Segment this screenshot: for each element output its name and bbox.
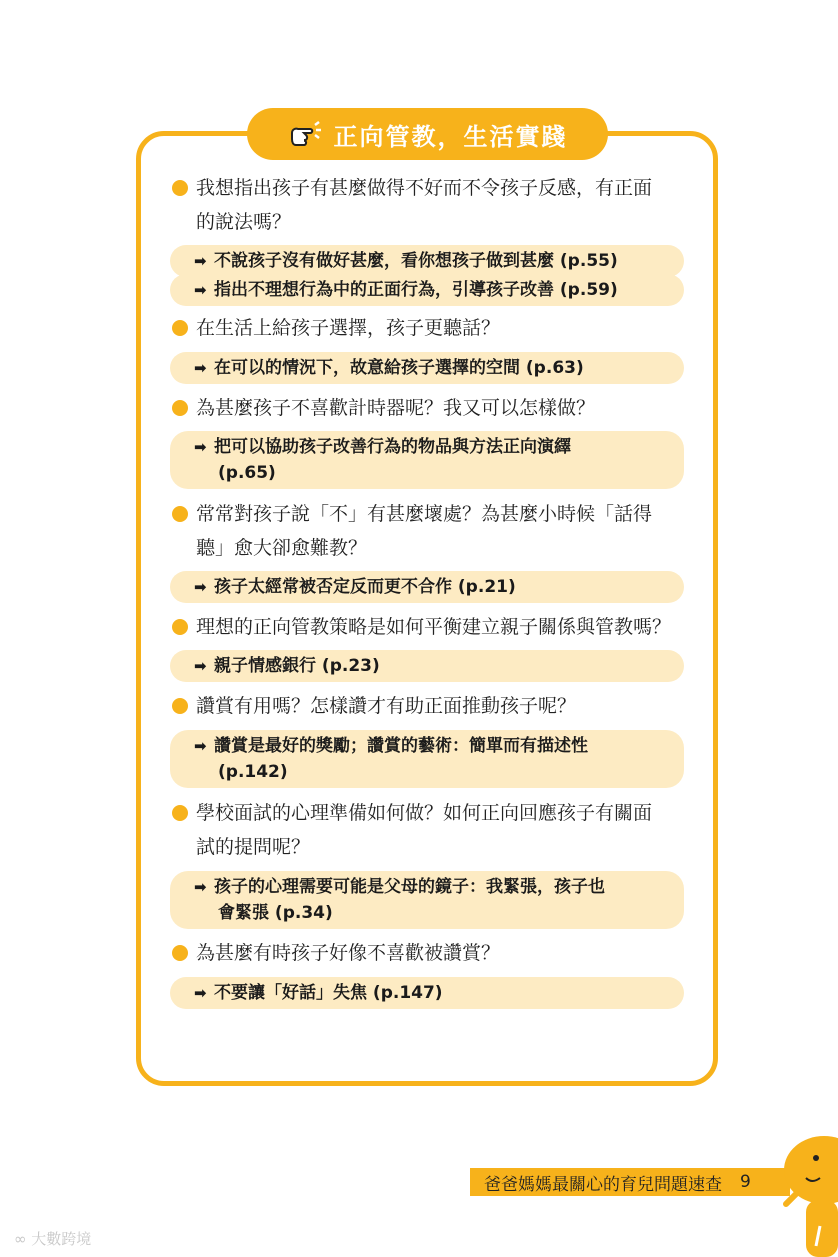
- footer-bar: [470, 1168, 790, 1196]
- bullet-dot: [172, 945, 188, 961]
- question-text: [196, 171, 696, 239]
- watermark-logo-icon: ∞: [14, 1230, 32, 1248]
- arrow-right-icon: ➡: [194, 252, 207, 270]
- arrow-right-icon: ➡: [194, 359, 207, 377]
- question-text: [196, 689, 696, 723]
- section-title-banner: [247, 108, 608, 160]
- question-line: 的說法嗎？: [196, 211, 292, 233]
- question-line: 理想的正向管教策略是如何平衡建立親子關係與管教嗎？: [196, 616, 672, 638]
- answer-line: [194, 874, 664, 900]
- answer-text: (p.142): [218, 762, 288, 782]
- bullet-dot: [172, 180, 188, 196]
- answer-text: 親子情感銀行 (p.23): [214, 656, 380, 676]
- answer-box: [170, 274, 684, 306]
- answer-box: [170, 431, 684, 489]
- question-text: [196, 796, 696, 864]
- question-line: 為甚麼有時孩子好像不喜歡被讚賞？: [196, 942, 501, 964]
- answer-box: [170, 730, 684, 788]
- watermark: [14, 1228, 91, 1249]
- answer-line: [194, 733, 664, 759]
- bullet-dot: [172, 805, 188, 821]
- answer-box: [170, 571, 684, 603]
- question-line: 學校面試的心理準備如何做？如何正向回應孩子有關面: [196, 802, 653, 824]
- bullet-dot: [172, 506, 188, 522]
- answer-line: [194, 653, 664, 679]
- question-text: [196, 391, 696, 425]
- section-title: 正向管教，生活實踐: [333, 122, 568, 151]
- answer-box: [170, 245, 684, 277]
- answer-line: [194, 248, 664, 274]
- question-text: [196, 497, 696, 565]
- bullet-dot: [172, 698, 188, 714]
- answer-text: 孩子的心理需要可能是父母的鏡子：我緊張，孩子也: [214, 877, 605, 897]
- bullet-dot: [172, 619, 188, 635]
- answer-line: [194, 980, 664, 1006]
- book-title: 爸爸媽媽最關心的育兒問題速查: [484, 1174, 722, 1195]
- answer-text: 指出不理想行為中的正面行為，引導孩子改善 (p.59): [214, 280, 618, 300]
- watermark-text: 大數跨境: [31, 1230, 92, 1248]
- question-line: 我想指出孩子有甚麼做得不好而不令孩子反感，有正面: [196, 177, 653, 199]
- answer-text: 在可以的情況下，故意給孩子選擇的空間 (p.63): [214, 358, 584, 378]
- answer-box: [170, 977, 684, 1009]
- question-line: 試的提問呢？: [196, 836, 311, 858]
- question-text: [196, 936, 696, 970]
- answer-text: (p.65): [218, 463, 276, 483]
- answer-text: 把可以協助孩子改善行為的物品與方法正向演繹: [214, 437, 571, 457]
- answer-box: [170, 352, 684, 384]
- answer-box: [170, 871, 684, 929]
- page-number: 9: [740, 1172, 751, 1192]
- question-line: 讚賞有用嗎？怎樣讚才有助正面推動孩子呢？: [196, 695, 577, 717]
- answer-text: 孩子太經常被否定反而更不合作 (p.21): [214, 577, 516, 597]
- answer-box: [170, 650, 684, 682]
- question-text: [196, 610, 696, 644]
- arrow-right-icon: ➡: [194, 578, 207, 596]
- question-line: 聽」愈大卻愈難教？: [196, 537, 368, 559]
- arrow-right-icon: ➡: [194, 438, 207, 456]
- answer-text: 不要讓「好話」失焦 (p.147): [214, 983, 443, 1003]
- answer-text: 不說孩子沒有做好甚麼，看你想孩子做到甚麼 (p.55): [214, 251, 618, 271]
- pointing-hand-icon: [288, 119, 322, 149]
- arrow-right-icon: ➡: [194, 984, 207, 1002]
- answer-line: [194, 277, 664, 303]
- answer-text: 讚賞是最好的獎勵；讚賞的藝術：簡單而有描述性: [214, 736, 588, 756]
- answer-line: [194, 574, 664, 600]
- answer-text: 會緊張 (p.34): [218, 903, 333, 923]
- arrow-right-icon: ➡: [194, 657, 207, 675]
- arrow-right-icon: ➡: [194, 281, 207, 299]
- arrow-right-icon: ➡: [194, 737, 207, 755]
- question-text: [196, 311, 696, 345]
- arrow-right-icon: ➡: [194, 878, 207, 896]
- bullet-dot: [172, 400, 188, 416]
- answer-line: [194, 434, 664, 460]
- question-line: 常常對孩子說「不」有甚麼壞處？為甚麼小時候「話得: [196, 503, 653, 525]
- mascot-character-icon: [776, 1134, 838, 1257]
- question-line: 為甚麼孩子不喜歡計時器呢？我又可以怎樣做？: [196, 397, 596, 419]
- answer-line: [194, 355, 664, 381]
- question-line: 在生活上給孩子選擇，孩子更聽話？: [196, 317, 501, 339]
- bullet-dot: [172, 320, 188, 336]
